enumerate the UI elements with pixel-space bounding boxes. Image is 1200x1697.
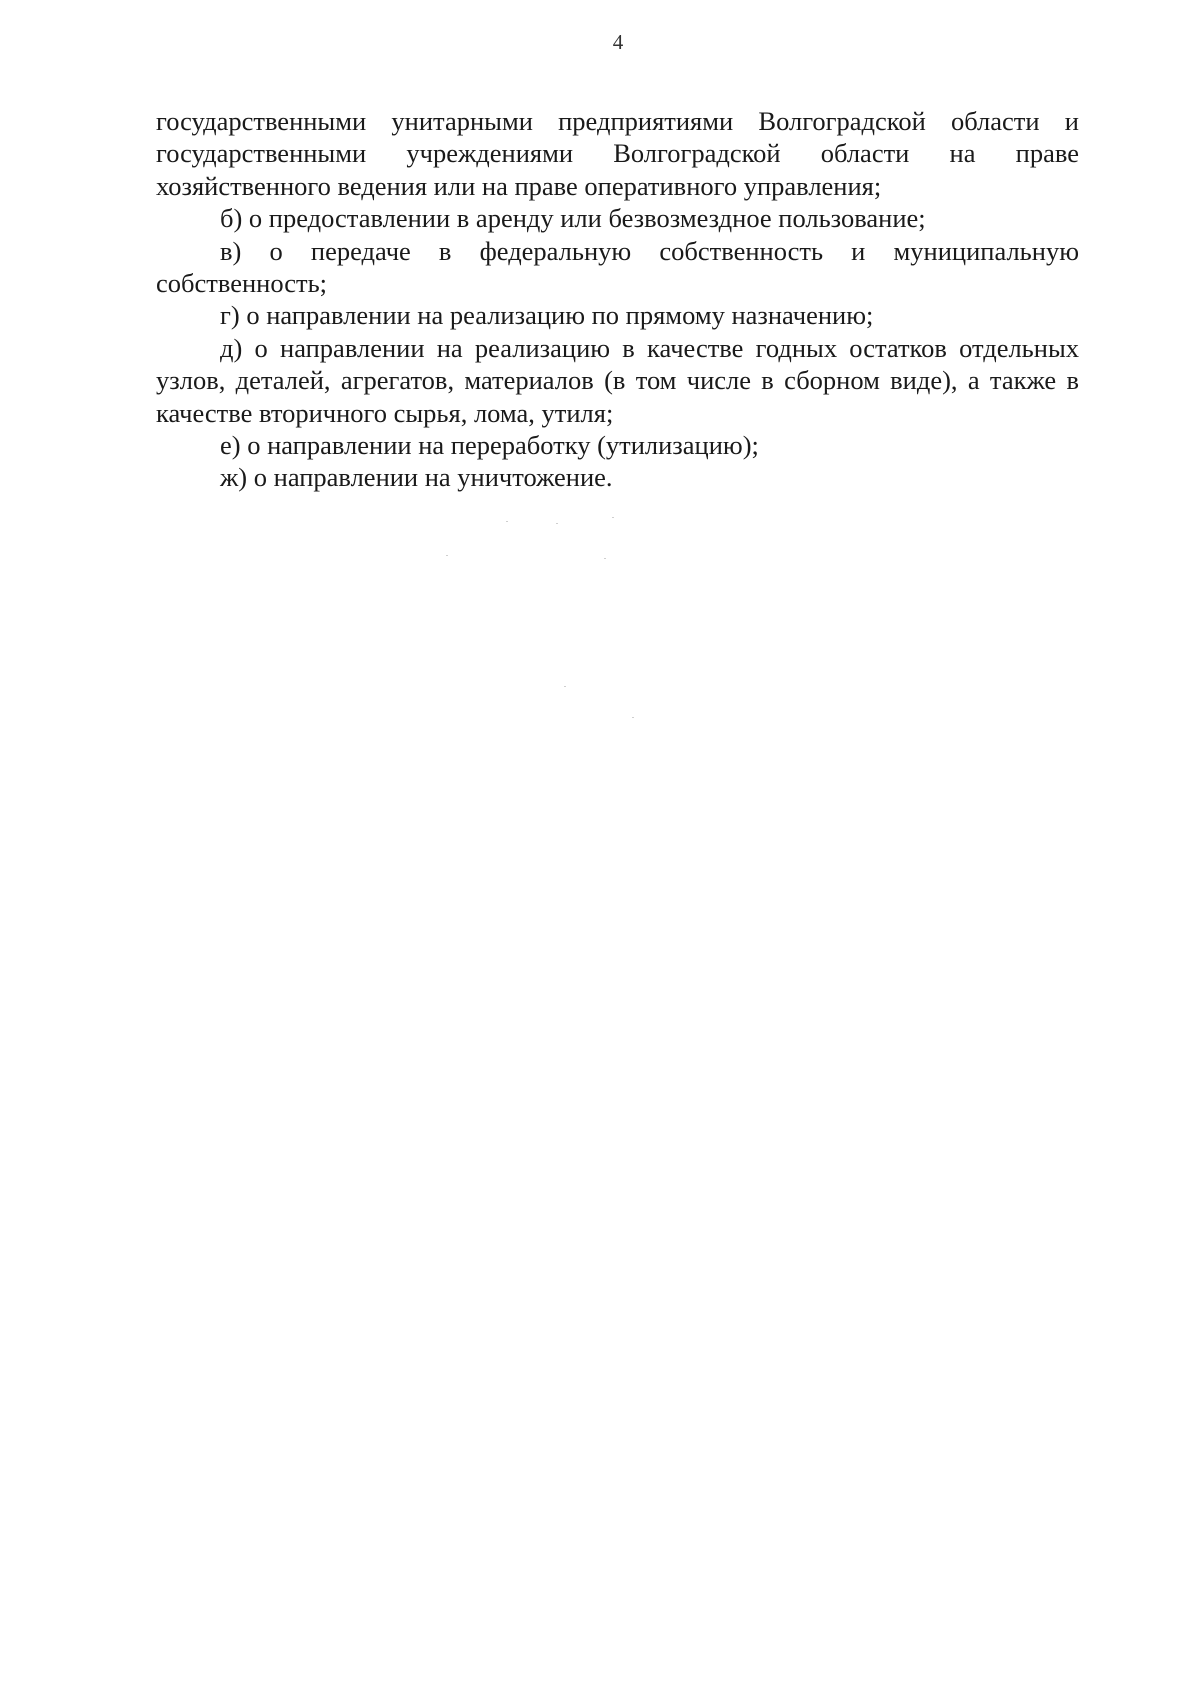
paragraph-item-e: е) о направлении на переработку (утилизацию); <box>220 430 759 461</box>
scan-speck <box>506 521 508 522</box>
paragraph-item-v: в) о передаче в федеральную собственность и муниципальную собственность; <box>156 235 1079 299</box>
scan-speck <box>604 558 606 559</box>
paragraph-item-zh: ж) о направлении на уничтожение. <box>220 462 613 493</box>
scan-speck <box>446 555 448 556</box>
document-body <box>156 105 1079 494</box>
paragraph-item-d: д) о направлении на реализацию в качестве годных остатков отдельных узлов, деталей, агрегатов, материалов (в том числе в сборном виде), а также в качестве вторичного сырья, лома, утиля; <box>156 332 1079 428</box>
scan-speck <box>632 717 634 718</box>
scan-speck <box>612 517 614 518</box>
paragraph-item-b: б) о предоставлении в аренду или безвозмездное пользование; <box>220 203 926 234</box>
scan-speck <box>564 686 566 687</box>
paragraph-continuation: государственными унитарными предприятиями Волгоградской области и государственными учреждениями Волгоградской области на праве хозяйственного ведения или на праве оперативного управления; <box>156 106 1079 201</box>
scan-speck <box>556 523 558 524</box>
paragraph-item-g: г) о направлении на реализацию по прямому назначению; <box>220 300 874 331</box>
page-number: 4 <box>612 30 624 54</box>
